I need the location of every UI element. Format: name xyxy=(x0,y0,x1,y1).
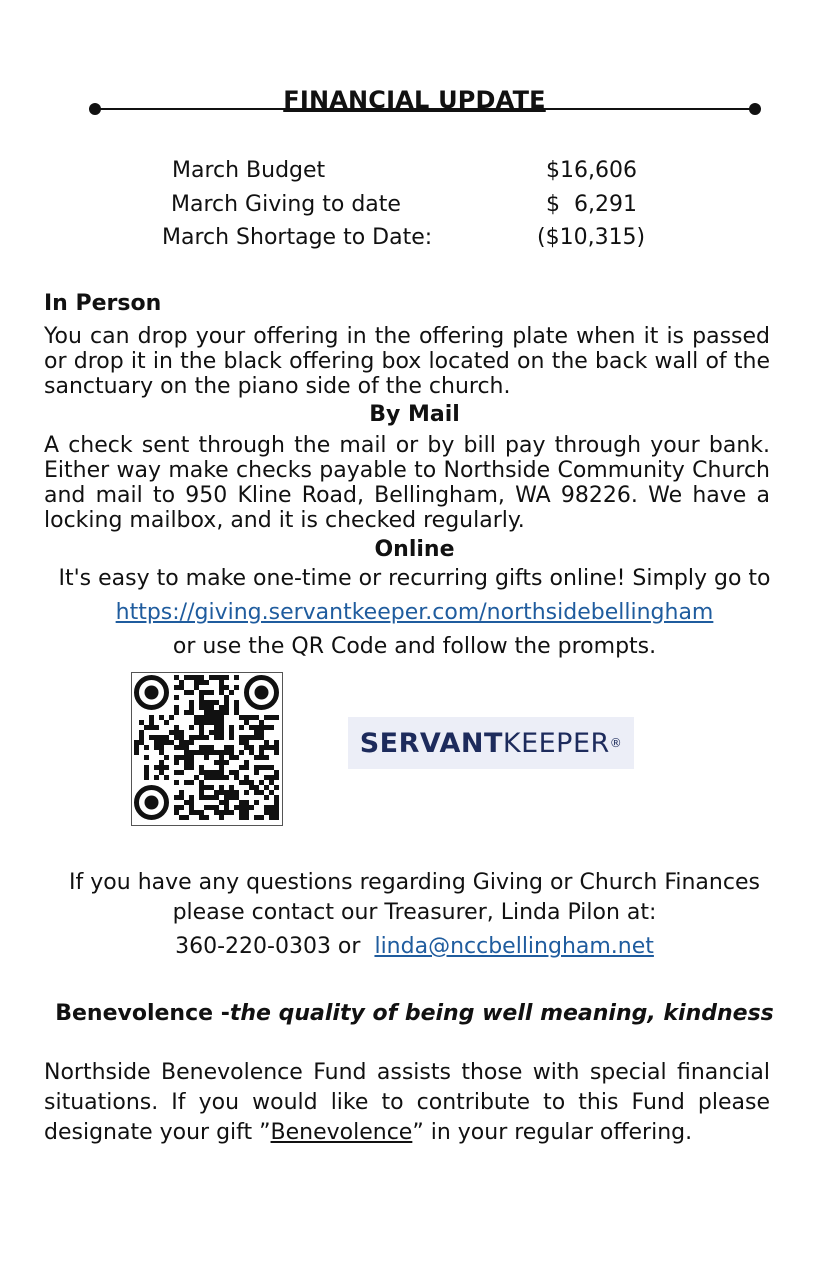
finance-value-budget: $16,606 xyxy=(546,158,637,183)
finance-label-budget: March Budget xyxy=(172,158,326,183)
giving-url-link[interactable]: https://giving.servantkeeper.com/northsidebellingham xyxy=(115,600,714,625)
finance-value-shortage: ($10,315) xyxy=(537,225,646,250)
online-heading: Online xyxy=(374,537,455,562)
contact-line2: please contact our Treasurer, Linda Pilon at: xyxy=(172,900,657,925)
finance-label-giving: March Giving to date xyxy=(171,192,401,217)
page-title: FINANCIAL UPDATE xyxy=(283,86,546,114)
by-mail-text: A check sent through the mail or by bill pay through your bank. Either way make checks payable to Northside Community Church and mail to 950 Kline Road, Bellingham, WA 98226. We have a locking mailbox, and it is checked regularly. xyxy=(44,433,770,533)
qr-finder-pattern xyxy=(137,788,167,818)
benevolence-text xyxy=(44,1058,770,1148)
qr-finder-pattern xyxy=(247,678,277,708)
benevolence-heading-block xyxy=(0,1000,829,1028)
benevolence-designation: Benevolence xyxy=(270,1120,413,1145)
logo-registered-mark: ® xyxy=(609,736,623,750)
contact-line1: If you have any questions regarding Giving or Church Finances xyxy=(69,870,760,895)
qr-finder-pattern xyxy=(137,678,167,708)
by-mail-heading: By Mail xyxy=(369,402,460,427)
benevolence-dash: - xyxy=(213,1001,230,1026)
benevolence-heading: Benevolence xyxy=(55,1001,214,1026)
online-line2: or use the QR Code and follow the prompts. xyxy=(172,634,657,659)
finance-value-giving: $ 6,291 xyxy=(546,192,637,217)
logo-part2: KEEPER xyxy=(502,727,610,759)
treasurer-email-link[interactable]: linda@nccbellingham.net xyxy=(374,934,654,959)
online-line1: It's easy to make one-time or recurring gifts online! Simply go to xyxy=(58,566,771,591)
servantkeeper-logo xyxy=(348,717,634,769)
benevolence-text-end: ” in your regular offering. xyxy=(412,1120,693,1145)
qr-code-pattern xyxy=(132,673,282,825)
in-person-text: You can drop your offering in the offering plate when it is passed or drop it in the black offering box located on the back wall of the sanctuary on the piano side of the church. xyxy=(44,324,770,399)
in-person-heading: In Person xyxy=(44,291,162,316)
contact-row xyxy=(0,934,829,959)
contact-phone: 360-220-0303 or xyxy=(175,934,361,959)
logo-part1: SERVANT xyxy=(359,727,503,759)
qr-code-image[interactable] xyxy=(131,672,283,826)
online-url-row xyxy=(0,600,829,625)
benevolence-text-start: Northside Benevolence Fund assists those with special financial situations. If you would like to contribute to this Fund please designate your gift ” xyxy=(44,1060,770,1145)
benevolence-tagline: the quality of being well meaning, kindness xyxy=(229,1001,774,1026)
finance-label-shortage: March Shortage to Date: xyxy=(162,225,433,250)
